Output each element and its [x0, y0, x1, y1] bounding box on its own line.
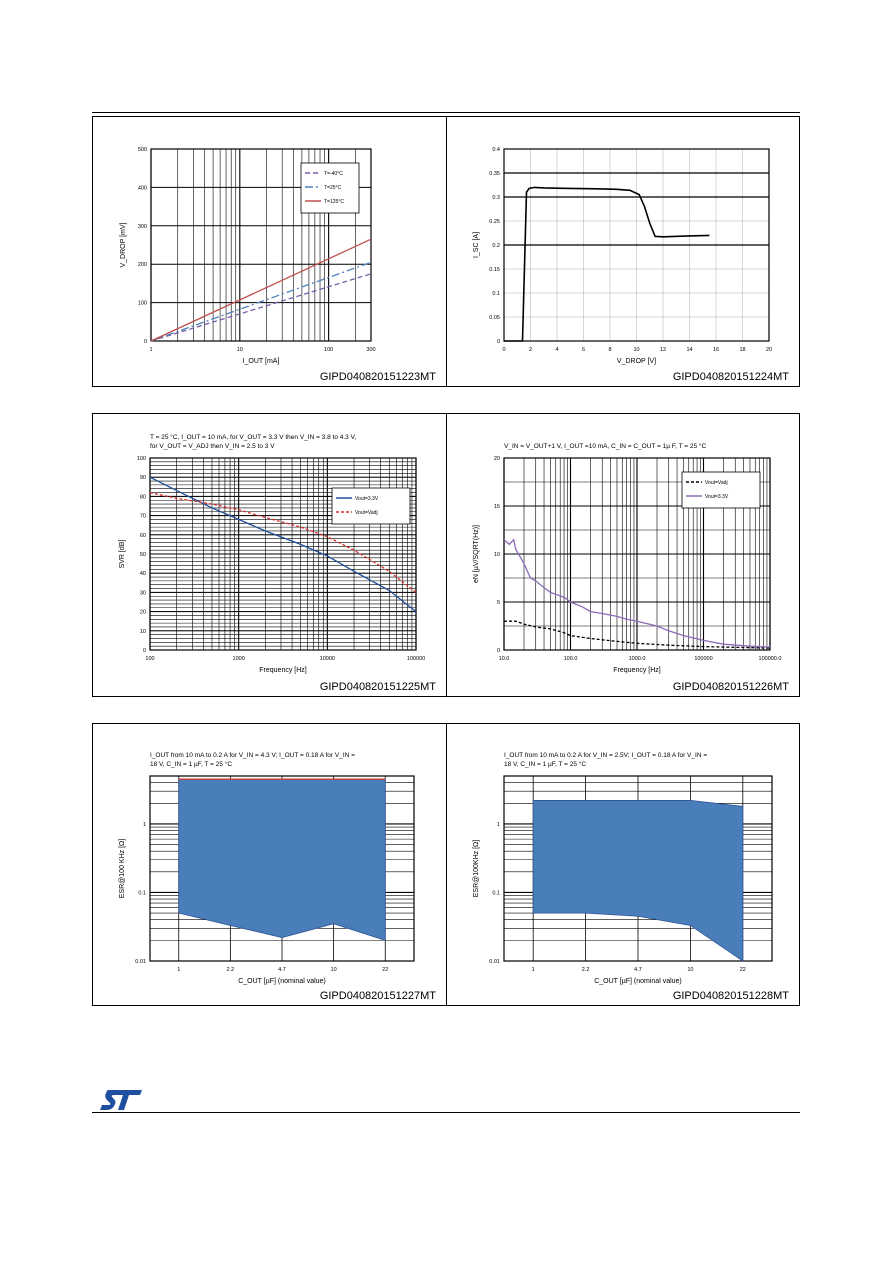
y-tick-label: 1 — [142, 821, 146, 828]
x-tick-label: 2 — [528, 347, 533, 353]
x-tick-label: 4 — [555, 347, 559, 353]
y-tick-label: 15 — [493, 504, 500, 510]
st-logo-icon — [100, 1088, 144, 1112]
y-tick-label: 0.01 — [489, 959, 500, 965]
x-tick-label: 2.2 — [581, 967, 590, 973]
esr-stability-chart-a — [93, 724, 448, 1007]
chart-panel-isc-vs-vdrop — [446, 116, 800, 387]
y-axis-label: eN [µV/SQRT(Hz)] — [473, 525, 480, 583]
x-tick-label: 1000 — [232, 656, 245, 662]
y-tick-label: 0.3 — [492, 195, 500, 201]
x-tick-label: 100 — [324, 347, 334, 353]
y-tick-label: 0.4 — [492, 147, 500, 153]
y-tick-label: 0 — [496, 339, 500, 345]
y-tick-label: 0.1 — [492, 890, 500, 897]
y-tick-label: 10 — [139, 628, 146, 635]
x-tick-label: 4.7 — [634, 967, 642, 973]
x-tick-label: 1000.0 — [628, 656, 646, 662]
x-tick-label: 16 — [712, 347, 720, 353]
y-tick-label: 50 — [139, 552, 146, 558]
y-tick-label: 0.1 — [138, 890, 146, 897]
legend-label: Vout=3.3V — [355, 496, 379, 502]
chart-title: 18 V, C_IN = 1 µF, T = 25 °C — [150, 761, 233, 768]
series-line — [151, 262, 371, 341]
chart-panel-noise-vs-frequency — [446, 413, 800, 697]
x-tick-label: 8 — [608, 347, 612, 353]
x-tick-label: 100000 — [694, 656, 713, 662]
y-tick-label: 80 — [139, 494, 146, 501]
header-rule — [92, 112, 800, 113]
legend-label: T=125°C — [324, 199, 344, 205]
y-tick-label: 100 — [136, 456, 146, 462]
grid — [150, 458, 416, 650]
y-tick-label: 0.2 — [492, 243, 500, 249]
y-axis-label: SVR [dB] — [119, 539, 126, 569]
esr-stability-chart-b — [447, 724, 801, 1007]
legend-label: Vout=Vadj — [705, 480, 728, 486]
x-axis-label: I_OUT [mA] — [242, 358, 280, 365]
x-tick-label: 300 — [366, 347, 376, 353]
chart-panel-esr-stability-vin-2-5v — [446, 723, 800, 1006]
x-tick-label: 1 — [177, 967, 181, 973]
figure-code: GIPD040820151228MT — [672, 990, 789, 1002]
chart-panel-vdrop-vs-iout — [92, 116, 447, 387]
legend-box — [332, 488, 410, 524]
y-tick-label: 1 — [496, 821, 500, 828]
chart-title: I_OUT from 10 mA to 0.2 A for V_IN = 4.3 V; I_OUT = 0.18 A for V_IN = — [150, 752, 355, 759]
x-axis-label: Frequency [Hz] — [259, 667, 307, 674]
y-tick-label: 300 — [137, 223, 147, 230]
x-axis-label: Frequency [Hz] — [613, 667, 661, 674]
y-tick-label: 30 — [139, 590, 146, 597]
x-tick-label: 10 — [633, 347, 640, 353]
x-axis-label: C_OUT [µF] (nominal value) — [594, 978, 682, 985]
legend-box — [682, 472, 760, 508]
isc-vs-vdrop-chart — [447, 117, 801, 388]
y-axis-label: V_DROP [mV] — [120, 222, 127, 268]
legend-label: Vout=3.3V — [705, 494, 729, 500]
x-tick-label: 20 — [765, 347, 773, 353]
figure-code: GIPD040820151223MT — [319, 371, 436, 383]
y-tick-label: 400 — [137, 185, 147, 192]
y-tick-label: 60 — [139, 532, 146, 539]
y-tick-label: 0.25 — [489, 219, 500, 225]
x-tick-label: 100 — [145, 656, 155, 662]
x-tick-label: 1 — [531, 967, 535, 973]
chart-title: V_IN = V_OUT+1 V, I_OUT =10 mA, C_IN = C_OUT = 1µ F, T = 25 °C — [504, 443, 707, 450]
x-axis-label: V_DROP [V] — [616, 358, 657, 365]
x-tick-label: 100.0 — [563, 656, 578, 662]
x-tick-label: 4.7 — [278, 967, 286, 973]
x-tick-label: 10 — [330, 967, 337, 973]
x-tick-label: 10 — [687, 967, 694, 973]
figure-code: GIPD040820151224MT — [672, 371, 789, 383]
y-tick-label: 0.15 — [489, 267, 500, 273]
y-tick-label: 20 — [493, 456, 500, 462]
x-tick-label: 100000 — [406, 656, 426, 662]
x-tick-label: 18 — [739, 347, 746, 353]
x-tick-label: 100000.0 — [758, 656, 782, 662]
series-line — [151, 239, 371, 341]
y-axis-label: ESR@100KHz [Ω] — [473, 839, 480, 898]
figure-code: GIPD040820151225MT — [319, 681, 436, 693]
x-axis-label: C_OUT [µF] (nominal value) — [238, 978, 326, 985]
noise-vs-frequency-chart — [447, 414, 801, 698]
legend-label: T=25°C — [324, 185, 342, 191]
chart-panel-esr-stability-vin-4-3v — [92, 723, 447, 1006]
y-tick-label: 0 — [142, 648, 146, 654]
y-axis-label: I_SC [A] — [473, 231, 480, 259]
x-tick-label: 2.2 — [226, 967, 235, 973]
y-tick-label: 0 — [143, 339, 147, 345]
svr-vs-frequency-chart — [93, 414, 448, 698]
x-tick-label: 10000 — [319, 656, 335, 662]
x-tick-label: 6 — [581, 347, 586, 353]
stable-region-area — [179, 779, 385, 940]
legend-label: Vout=Vadj — [355, 510, 378, 516]
x-tick-label: 10 — [236, 347, 243, 353]
chart-panel-svr-vs-frequency — [92, 413, 447, 697]
y-tick-label: 5 — [496, 600, 500, 606]
series-line — [504, 187, 709, 341]
y-tick-label: 70 — [139, 513, 146, 520]
y-tick-label: 0 — [496, 648, 500, 654]
x-tick-label: 10.0 — [498, 656, 510, 662]
y-tick-label: 0.05 — [489, 315, 500, 321]
chart-title: 18 V, C_IN = 1 µF, T = 25 °C — [504, 761, 587, 768]
legend-label: T=-40°C — [324, 171, 343, 177]
y-tick-label: 100 — [137, 300, 147, 307]
y-axis-label: ESR@100 KHz [Ω] — [119, 838, 126, 899]
chart-title: for V_OUT = V_ADJ then V_IN = 2.5 to 3 V — [150, 443, 275, 450]
footer-rule — [92, 1112, 800, 1113]
y-tick-label: 90 — [139, 475, 146, 482]
y-tick-label: 200 — [137, 262, 147, 269]
x-tick-label: 0 — [502, 347, 506, 353]
chart-title: T = 25 °C, I_OUT = 10 mA, for V_OUT = 3.3 V then V_IN = 3.8 to 4.3 V, — [150, 434, 357, 441]
y-tick-label: 10 — [493, 552, 500, 558]
x-tick-label: 1 — [149, 347, 153, 353]
y-tick-label: 500 — [137, 147, 147, 153]
y-tick-label: 0.1 — [492, 291, 500, 297]
y-tick-label: 20 — [139, 609, 146, 616]
chart-title: I_OUT from 10 mA to 0.2 A for V_IN = 2.5V; I_OUT = 0.18 A for V_IN = — [504, 752, 708, 759]
y-tick-label: 0.01 — [135, 959, 146, 965]
y-tick-label: 40 — [139, 571, 146, 578]
x-tick-label: 12 — [659, 347, 667, 353]
grid — [504, 149, 769, 341]
x-tick-label: 14 — [686, 347, 693, 353]
x-tick-label: 22 — [739, 967, 746, 973]
y-tick-label: 0.35 — [489, 171, 500, 177]
series-line — [151, 274, 371, 341]
figure-code: GIPD040820151226MT — [672, 681, 789, 693]
x-tick-label: 22 — [382, 967, 389, 973]
figure-code: GIPD040820151227MT — [319, 990, 436, 1002]
vdrop-vs-iout-chart — [93, 117, 448, 388]
